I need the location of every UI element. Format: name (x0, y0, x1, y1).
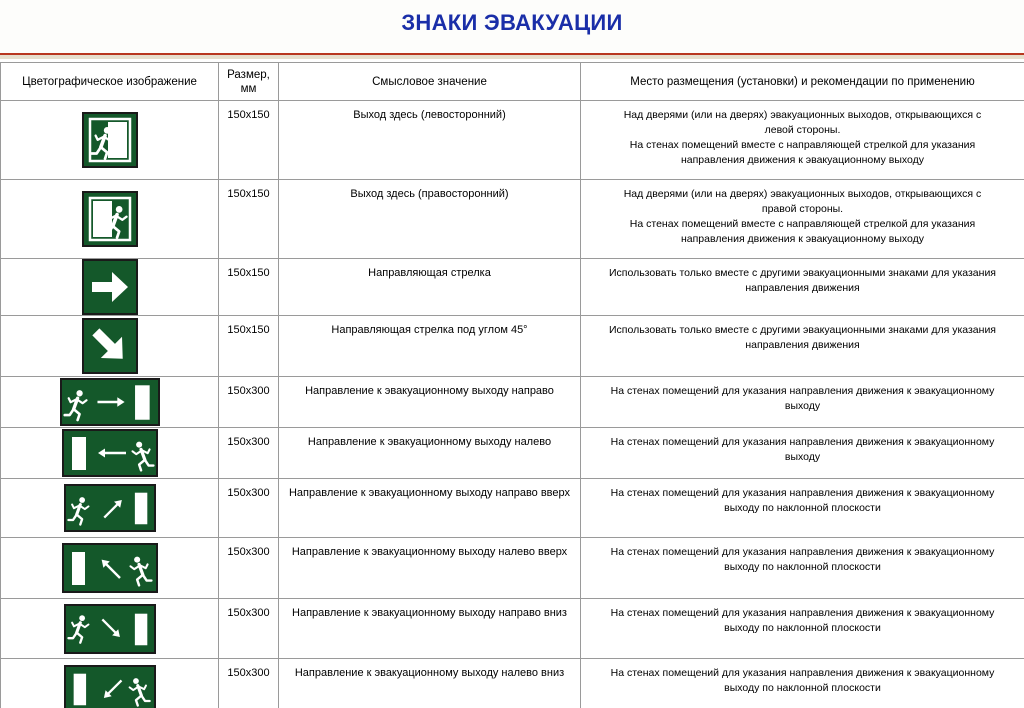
arrow-diagonal-sign (82, 318, 138, 374)
placement-cell (581, 599, 1024, 659)
meaning-cell: Направление к эвакуационному выходу направо (279, 377, 581, 428)
placement-cell (581, 538, 1024, 599)
placement-line: направления движения (745, 282, 860, 294)
sign-image-cell (1, 377, 219, 428)
size-cell: 150х150 (219, 101, 279, 180)
placement-line: На стенах помещений для указания направления движения к эвакуационному (610, 607, 995, 619)
placement-line: На стенах помещений для указания направления движения к эвакуационному (610, 487, 995, 499)
table-row (1, 259, 1024, 316)
placement-cell (581, 479, 1024, 538)
table-row (1, 428, 1024, 479)
placement-line: Использовать только вместе с другими эвакуационными знаками для указания (608, 267, 996, 279)
table-row (1, 538, 1024, 599)
placement-line: направления движения к эвакуационному выходу (680, 154, 925, 166)
placement-line: направления движения (745, 339, 860, 351)
header-size: Размер, мм (219, 63, 279, 101)
meaning-cell: Направляющая стрелка под углом 45° (279, 316, 581, 377)
meaning-cell: Направляющая стрелка (279, 259, 581, 316)
table-header-row (1, 63, 1024, 101)
header-meaning: Смысловое значение (279, 63, 581, 101)
exit-direction-right-sign (60, 378, 160, 426)
placement-line: На стенах помещений для указания направления движения к эвакуационному (610, 436, 995, 448)
placement-cell (581, 659, 1024, 708)
placement-cell (581, 101, 1024, 180)
meaning-cell: Выход здесь (правосторонний) (279, 180, 581, 259)
placement-line: Использовать только вместе с другими эвакуационными знаками для указания (608, 324, 996, 336)
meaning-cell: Направление к эвакуационному выходу налево вверх (279, 538, 581, 599)
table-row (1, 659, 1024, 708)
header-image: Цветографическое изображение (1, 63, 219, 101)
meaning-cell: Направление к эвакуационному выходу направо вверх (279, 479, 581, 538)
placement-cell (581, 316, 1024, 377)
exit-direction-left-up-sign (62, 543, 158, 593)
header-placement: Место размещения (установки) и рекомендации по применению (581, 63, 1024, 101)
sign-image-cell (1, 428, 219, 479)
placement-cell (581, 259, 1024, 316)
placement-line: выходу (784, 400, 821, 412)
size-cell: 150х300 (219, 659, 279, 708)
title-band (0, 0, 1024, 55)
placement-line: направления движения к эвакуационному выходу (680, 233, 925, 245)
placement-line: Над дверями (или на дверях) эвакуационных выходов, открывающихся с (623, 109, 982, 121)
sign-image-cell (1, 599, 219, 659)
table-row (1, 377, 1024, 428)
placement-cell (581, 180, 1024, 259)
table-row (1, 316, 1024, 377)
meaning-cell: Выход здесь (левосторонний) (279, 101, 581, 180)
placement-line: выходу (784, 451, 821, 463)
placement-line: Над дверями (или на дверях) эвакуационных выходов, открывающихся с (623, 188, 982, 200)
exit-direction-left-down-sign (64, 665, 156, 708)
table-row (1, 101, 1024, 180)
sign-image-cell (1, 101, 219, 180)
size-cell: 150х300 (219, 538, 279, 599)
size-cell: 150х150 (219, 316, 279, 377)
placement-line: На стенах помещений вместе с направляющей стрелкой для указания (629, 139, 976, 151)
placement-line: На стенах помещений для указания направления движения к эвакуационному (610, 546, 995, 558)
meaning-cell: Направление к эвакуационному выходу налево вниз (279, 659, 581, 708)
table-row (1, 599, 1024, 659)
exit-right-sign (82, 191, 138, 247)
sign-image-cell (1, 659, 219, 708)
size-cell: 150х300 (219, 377, 279, 428)
placement-line: правой стороны. (761, 203, 844, 215)
placement-line: выходу по наклонной плоскости (724, 561, 881, 573)
size-cell: 150х150 (219, 180, 279, 259)
placement-line: выходу по наклонной плоскости (724, 622, 881, 634)
size-cell: 150х300 (219, 428, 279, 479)
placement-line: На стенах помещений для указания направления движения к эвакуационному (610, 667, 995, 679)
evacuation-signs-table (0, 62, 1024, 708)
sign-image-cell (1, 316, 219, 377)
placement-cell (581, 428, 1024, 479)
sign-image-cell (1, 479, 219, 538)
table-row (1, 479, 1024, 538)
placement-line: На стенах помещений вместе с направляющей стрелкой для указания (629, 218, 976, 230)
placement-cell (581, 377, 1024, 428)
exit-left-sign (82, 112, 138, 168)
sign-image-cell (1, 259, 219, 316)
size-cell: 150х300 (219, 479, 279, 538)
exit-direction-left-sign (62, 429, 158, 477)
placement-line: выходу по наклонной плоскости (724, 502, 881, 514)
placement-line: выходу по наклонной плоскости (724, 682, 881, 694)
exit-direction-right-up-sign (64, 484, 156, 532)
exit-direction-right-down-sign (64, 604, 156, 654)
meaning-cell: Направление к эвакуационному выходу направо вниз (279, 599, 581, 659)
page-title: ЗНАКИ ЭВАКУАЦИИ (401, 10, 623, 35)
size-cell: 150х300 (219, 599, 279, 659)
arrow-right-sign (82, 259, 138, 315)
placement-line: левой стороны. (764, 124, 841, 136)
sign-image-cell (1, 180, 219, 259)
sign-image-cell (1, 538, 219, 599)
size-cell: 150х150 (219, 259, 279, 316)
meaning-cell: Направление к эвакуационному выходу налево (279, 428, 581, 479)
placement-line: На стенах помещений для указания направления движения к эвакуационному (610, 385, 995, 397)
table-row (1, 180, 1024, 259)
